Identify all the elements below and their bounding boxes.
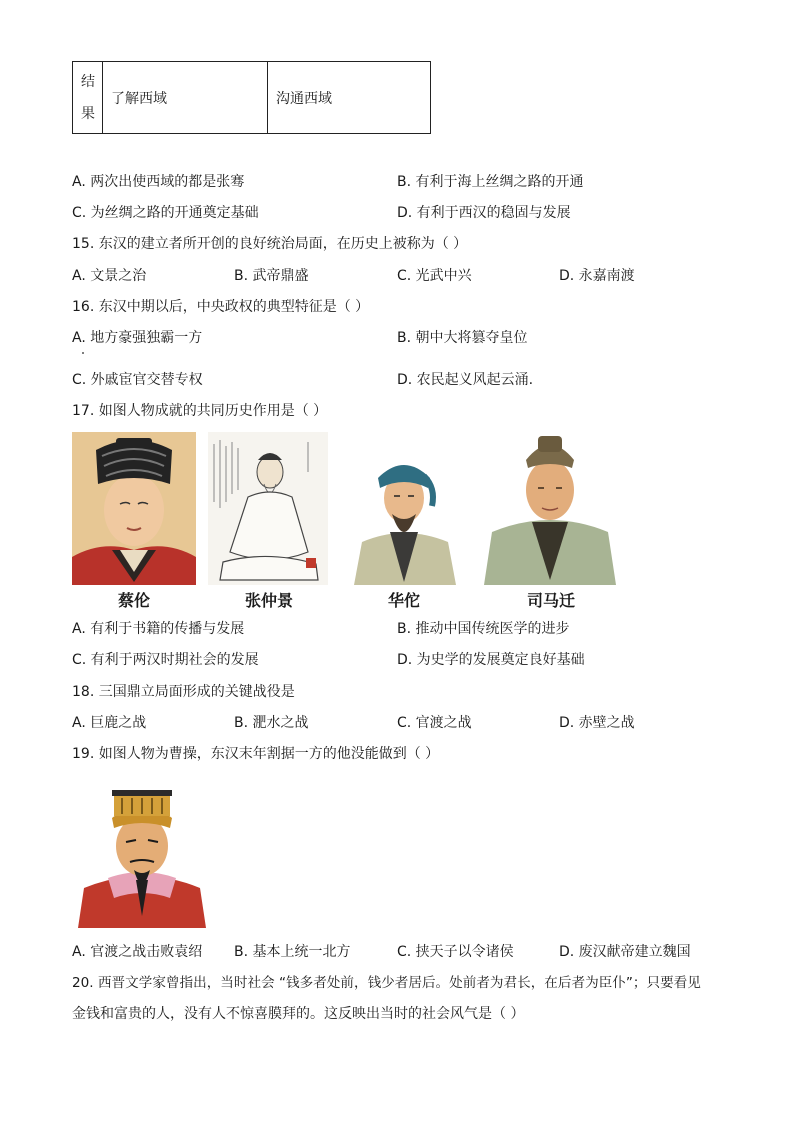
q17-option-c[interactable]: C. 有利于两汉时期社会的发展 xyxy=(72,652,259,668)
q16-stem: 16. 东汉中期以后，中央政权的典型特征是（ ） xyxy=(72,299,370,315)
q19-option-a[interactable]: A. 官渡之战击败袁绍 xyxy=(72,944,203,960)
caption-hua-tuo: 华佗 xyxy=(387,591,420,610)
table-row-header xyxy=(73,62,103,133)
portrait-zhang-zhongjing xyxy=(208,432,328,585)
q18-option-b[interactable]: B. 淝水之战 xyxy=(234,715,309,731)
q19-stem: 19. 如图人物为曹操，东汉末年割据一方的他没能做到（ ） xyxy=(72,746,440,762)
table-cell-2-text: 沟通西域 xyxy=(276,91,332,107)
q17-option-a[interactable]: A. 有利于书籍的传播与发展 xyxy=(72,621,245,637)
q19-option-c[interactable]: C. 挟天子以令诸侯 xyxy=(397,944,514,960)
q16-option-a[interactable]: A. 地方豪强独霸一方 xyxy=(72,330,203,346)
portrait-cai-lun xyxy=(72,432,196,585)
caption-sima-qian: 司马迁 xyxy=(526,591,575,610)
q20-stem-line-2: 金钱和富贵的人，没有人不惊喜膜拜的。这反映出当时的社会风气是（ ） xyxy=(72,1006,525,1022)
portrait-sima-qian xyxy=(480,432,620,585)
q15-option-a[interactable]: A. 文景之治 xyxy=(72,268,147,284)
q16-option-b[interactable]: B. 朝中大将篡夺皇位 xyxy=(397,330,528,346)
q15-stem: 15. 东汉的建立者所开创的良好统治局面，在历史上被称为（ ） xyxy=(72,236,468,252)
result-table xyxy=(72,61,431,134)
q14-option-a[interactable]: A. 两次出使西域的都是张骞 xyxy=(72,174,245,190)
q18-option-c[interactable]: C. 官渡之战 xyxy=(397,715,472,731)
q14-option-b[interactable]: B. 有利于海上丝绸之路的开通 xyxy=(397,174,584,190)
q15-option-b[interactable]: B. 武帝鼎盛 xyxy=(234,268,309,284)
q18-stem: 18. 三国鼎立局面形成的关键战役是 xyxy=(72,684,295,700)
q17-stem: 17. 如图人物成就的共同历史作用是（ ） xyxy=(72,403,328,419)
stray-dot xyxy=(82,352,84,354)
row-header-char-top: 结 xyxy=(81,74,95,90)
q17-option-d[interactable]: D. 为史学的发展奠定良好基础 xyxy=(397,652,585,668)
q19-option-b[interactable]: B. 基本上统一北方 xyxy=(234,944,351,960)
caption-zhang-zhongjing: 张仲景 xyxy=(244,591,293,610)
q17-option-b[interactable]: B. 推动中国传统医学的进步 xyxy=(397,621,570,637)
q15-option-c[interactable]: C. 光武中兴 xyxy=(397,268,472,284)
q14-option-c[interactable]: C. 为丝绸之路的开通奠定基础 xyxy=(72,205,259,221)
q16-option-d[interactable]: D. 农民起义风起云涌. xyxy=(397,372,534,388)
portrait-hua-tuo xyxy=(344,432,466,585)
q15-option-d[interactable]: D. 永嘉南渡 xyxy=(559,268,635,284)
portrait-cao-cao xyxy=(78,788,206,928)
table-cell-2 xyxy=(268,62,430,133)
q14-option-d[interactable]: D. 有利于西汉的稳固与发展 xyxy=(397,205,571,221)
row-header-char-bottom: 果 xyxy=(81,106,95,122)
q18-option-d[interactable]: D. 赤壁之战 xyxy=(559,715,635,731)
table-cell-1-text: 了解西域 xyxy=(111,91,167,107)
q19-option-d[interactable]: D. 废汉献帝建立魏国 xyxy=(559,944,691,960)
caption-cai-lun: 蔡伦 xyxy=(117,591,150,610)
table-cell-1 xyxy=(103,62,268,133)
q18-option-a[interactable]: A. 巨鹿之战 xyxy=(72,715,147,731)
q16-option-c[interactable]: C. 外戚宦官交替专权 xyxy=(72,372,203,388)
q20-stem-line-1: 20. 西晋文学家曾指出，当时社会 “钱多者处前，钱少者居后。处前者为君长，在后者为臣仆”；只要看见 xyxy=(72,975,701,991)
